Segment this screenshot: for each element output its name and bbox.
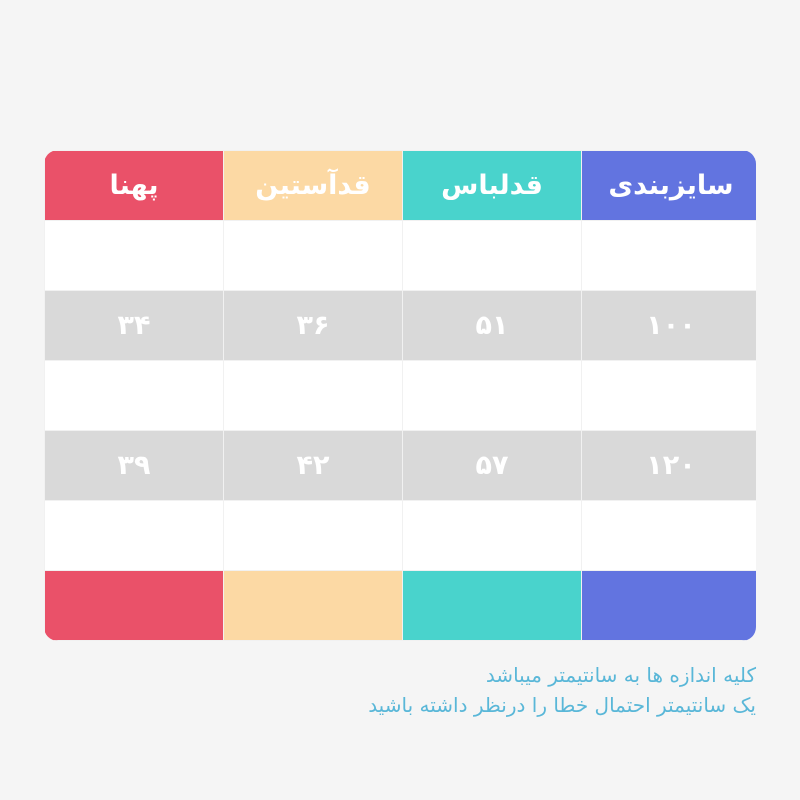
cell-width: ۳۳ bbox=[45, 221, 224, 291]
table-row bbox=[45, 221, 757, 291]
footer-note-line-2: یک سانتیمتر احتمال خطا را درنظر داشته باشید bbox=[368, 693, 756, 717]
cell-length: ۵۷ bbox=[403, 431, 582, 501]
cell-width: ۴۱ bbox=[45, 501, 224, 571]
footer-note-line-1: کلیه اندازه ها به سانتیمتر میباشد bbox=[485, 663, 756, 687]
column-header-size: سایزبندی bbox=[582, 151, 757, 221]
table-row bbox=[45, 291, 757, 361]
cell-size: ۱۲۰ bbox=[582, 431, 757, 501]
cell-sleeve: ۴۴ bbox=[224, 501, 403, 571]
size-table bbox=[44, 150, 756, 641]
size-table-foot bbox=[45, 571, 757, 641]
cell-width: ۳۷ bbox=[45, 361, 224, 431]
cell-sleeve: ۴۲ bbox=[224, 431, 403, 501]
cell-sleeve: ۴۰ bbox=[224, 361, 403, 431]
table-footer-row bbox=[45, 571, 757, 641]
cell-width: ۳۴ bbox=[45, 291, 224, 361]
column-header-sleeve: قدآستین bbox=[224, 151, 403, 221]
table-row bbox=[45, 431, 757, 501]
table-header-row bbox=[45, 151, 757, 221]
cell-length: ۵۳ bbox=[403, 361, 582, 431]
column-header-width: پهنا bbox=[45, 151, 224, 221]
cell-size: ۱۳۰ bbox=[582, 501, 757, 571]
column-header-length: قدلباس bbox=[403, 151, 582, 221]
size-table-body bbox=[45, 221, 757, 571]
cell-width: ۳۹ bbox=[45, 431, 224, 501]
cell-length: ۶۱ bbox=[403, 501, 582, 571]
footer-band-size bbox=[582, 571, 757, 641]
cell-size: ۱۱۰ bbox=[582, 361, 757, 431]
cell-length: ۴۹ bbox=[403, 221, 582, 291]
size-table-container bbox=[44, 150, 756, 641]
cell-sleeve: ۳۵ bbox=[224, 221, 403, 291]
cell-size: ۱۰۰ bbox=[582, 291, 757, 361]
footer-band-length bbox=[403, 571, 582, 641]
footer-note bbox=[0, 660, 756, 720]
size-table-head bbox=[45, 151, 757, 221]
table-row bbox=[45, 501, 757, 571]
cell-sleeve: ۳۶ bbox=[224, 291, 403, 361]
table-row bbox=[45, 361, 757, 431]
cell-size: ۹۰ bbox=[582, 221, 757, 291]
cell-length: ۵۱ bbox=[403, 291, 582, 361]
footer-band-sleeve bbox=[224, 571, 403, 641]
footer-band-width bbox=[45, 571, 224, 641]
